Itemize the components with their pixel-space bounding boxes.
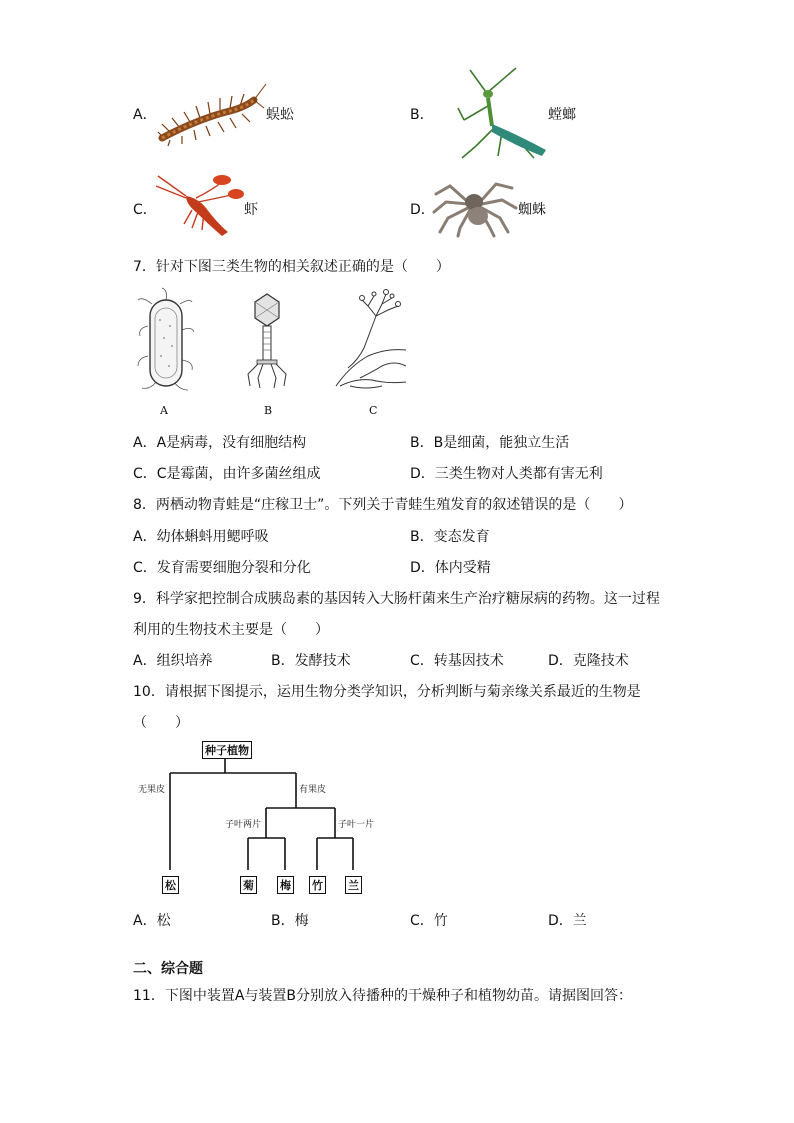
q11-stem: 11．下图中装置A与装置B分别放入待播种的干燥种子和植物幼苗。请据图回答：: [133, 988, 632, 1004]
q8-option-d: D．体内受精: [410, 560, 491, 576]
q10-stem-line2: （ ）: [133, 715, 189, 731]
tree-label-no-pericarp: 无果皮: [138, 785, 166, 795]
q10-stem-line1: 10．请根据下图提示，运用生物分类学知识，分析判断与菊亲缘关系最近的生物是: [133, 684, 641, 700]
q9-option-d: D．克隆技术: [548, 653, 629, 669]
q6-option-d-letter: D．: [410, 202, 435, 218]
virus-drawing: [248, 294, 286, 388]
q8-option-a: A．幼体蝌蚪用鳃呼吸: [133, 529, 269, 545]
q7-fig-label-c: C: [369, 404, 378, 417]
q7-stem: 7．针对下图三类生物的相关叙述正确的是（ ）: [133, 259, 450, 275]
tree-leaf-orchid: 兰: [345, 876, 362, 894]
tree-root-box: 种子植物: [202, 741, 252, 759]
q7-fig-label-a: A: [160, 404, 168, 417]
q7-option-d: D．三类生物对人类都有害无利: [410, 466, 603, 482]
tree-leaf-bamboo: 竹: [309, 876, 326, 894]
q6-option-b-letter: B．: [410, 107, 434, 123]
q8-option-b: B．变态发育: [410, 529, 490, 545]
crayfish-image: [152, 172, 244, 238]
q7-option-a: A．A是病毒，没有细胞结构: [133, 435, 307, 451]
q6-option-a-name: 蜈蚣: [266, 107, 294, 123]
bacterium-drawing: [138, 288, 194, 390]
q10-option-a: A．松: [133, 913, 171, 929]
q9-stem-line1: 9．科学家把控制合成胰岛素的基因转入大肠杆菌来生产治疗糖尿病的药物。这一过程: [133, 591, 660, 607]
q7-option-b: B．B是细菌，能独立生活: [410, 435, 570, 451]
tree-label-pericarp: 有果皮: [299, 785, 327, 795]
q7-option-c: C．C是霉菌，由许多菌丝组成: [133, 466, 321, 482]
tree-leaf-chrysanthemum: 菊: [240, 876, 257, 894]
tree-leaf-pine: 松: [162, 876, 179, 894]
q7-figure: [136, 286, 408, 392]
q6-option-d-name: 蜘蛛: [518, 202, 546, 218]
tree-label-monocot: 子叶一片: [338, 820, 375, 830]
q9-option-c: C．转基因技术: [410, 653, 504, 669]
section-title: 二、综合题: [133, 961, 203, 977]
q6-option-b-name: 螳螂: [548, 107, 576, 123]
mold-drawing: [336, 290, 406, 389]
mantis-image: [436, 66, 552, 162]
q6-option-a-letter: A．: [133, 107, 157, 123]
q6-option-c-letter: C．: [133, 202, 157, 218]
tree-leaf-plum: 梅: [277, 876, 294, 894]
q10-option-b: B．梅: [271, 913, 309, 929]
q9-option-b: B．发酵技术: [271, 653, 351, 669]
spider-image: [432, 172, 518, 238]
q10-option-d: D．兰: [548, 913, 587, 929]
centipede-image: [156, 80, 268, 148]
q9-option-a: A．组织培养: [133, 653, 213, 669]
q6-option-c-name: 虾: [244, 202, 258, 218]
q8-stem: 8．两栖动物青蛙是“庄稼卫士”。下列关于青蛙生殖发育的叙述错误的是（ ）: [133, 497, 633, 513]
q7-fig-label-b: B: [264, 404, 273, 417]
tree-label-dicot: 子叶两片: [225, 820, 262, 830]
q10-tree: [130, 738, 390, 898]
q9-stem-line2: 利用的生物技术主要是（ ）: [133, 622, 329, 638]
q8-option-c: C．发育需要细胞分裂和分化: [133, 560, 311, 576]
q10-option-c: C．竹: [410, 913, 448, 929]
